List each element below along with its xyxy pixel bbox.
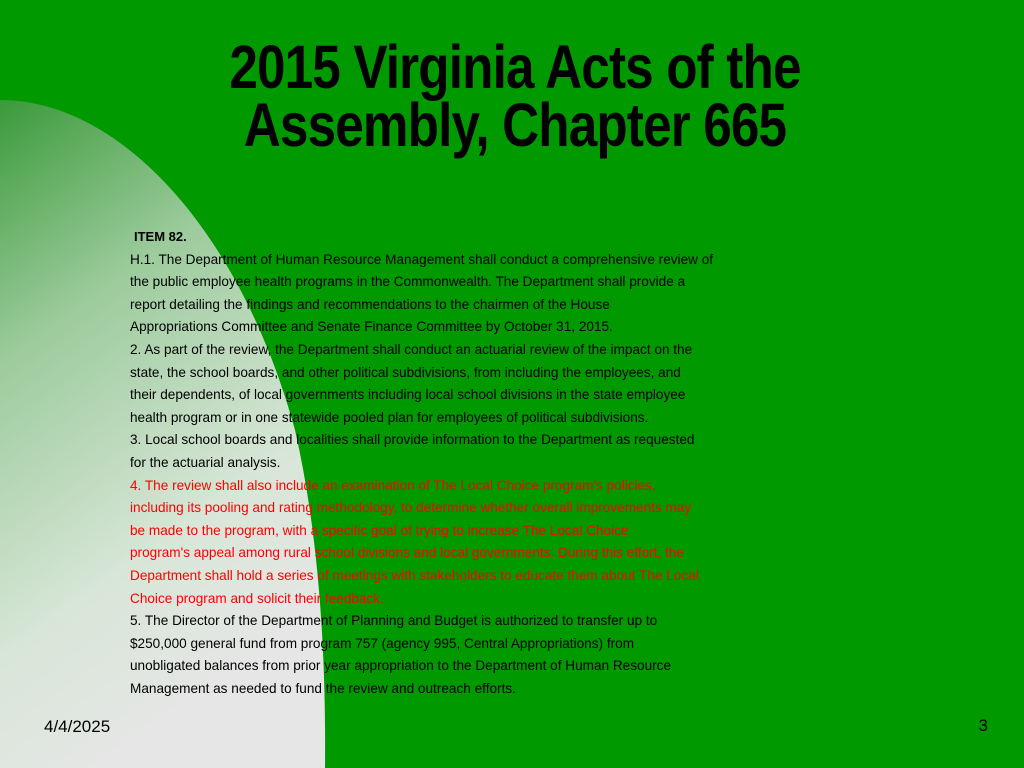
body-line: health program or in one statewide pooled plan for employees of political subdivisions. xyxy=(130,409,649,425)
body-line: Appropriations Committee and Senate Finance Committee by October 31, 2015. xyxy=(130,319,613,335)
body-line: 5. The Director of the Department of Planning and Budget is authorized to transfer up to xyxy=(130,613,658,629)
slide-number: 3 xyxy=(978,716,988,735)
body-line: the public employee health programs in the Commonwealth. The Department shall provide a xyxy=(130,274,686,290)
title-line-1: 2015 Virginia Acts of the xyxy=(229,33,801,101)
body-line: including its pooling and rating methodology, to determine whether overall improvements may xyxy=(130,500,692,516)
body-line: $250,000 general fund from program 757 (agency 995, Central Appropriations) from xyxy=(130,635,635,651)
body-line: Management as needed to fund the review and outreach efforts. xyxy=(130,680,516,696)
body-line: report detailing the findings and recommendations to the chairmen of the House xyxy=(130,296,610,312)
body-line: 3. Local school boards and localities shall provide information to the Department as requested xyxy=(130,432,695,448)
body-line: 2. As part of the review, the Department shall conduct an actuarial review of the impact on the xyxy=(130,341,693,357)
title-line-2: Assembly, Chapter 665 xyxy=(243,91,787,159)
body-line: Choice program and solicit their feedback. xyxy=(130,590,384,606)
body-line: program's appeal among rural school divisions and local governments. During this effort, the xyxy=(130,545,684,561)
slide-date: 4/4/2025 xyxy=(44,717,111,736)
item-heading: ITEM 82. xyxy=(134,229,187,244)
slide-title xyxy=(166,33,863,159)
body-line: be made to the program, with a specific goal of trying to increase The Local Choice xyxy=(130,522,629,538)
body-line: for the actuarial analysis. xyxy=(130,454,281,470)
body-line: state, the school boards, and other political subdivisions, from including the employees, and xyxy=(130,364,681,380)
body-line: 4. The review shall also include an examination of The Local Choice program's policies, xyxy=(130,477,656,493)
body-line: H.1. The Department of Human Resource Management shall conduct a comprehensive review of xyxy=(130,251,714,267)
body-line: unobligated balances from prior year appropriation to the Department of Human Resource xyxy=(130,658,672,674)
body-line: their dependents, of local governments including local school divisions in the state employee xyxy=(130,387,686,403)
slide-body-text xyxy=(130,226,830,700)
body-line: Department shall hold a series of meetings with stakeholders to educate them about The Local xyxy=(130,567,699,583)
